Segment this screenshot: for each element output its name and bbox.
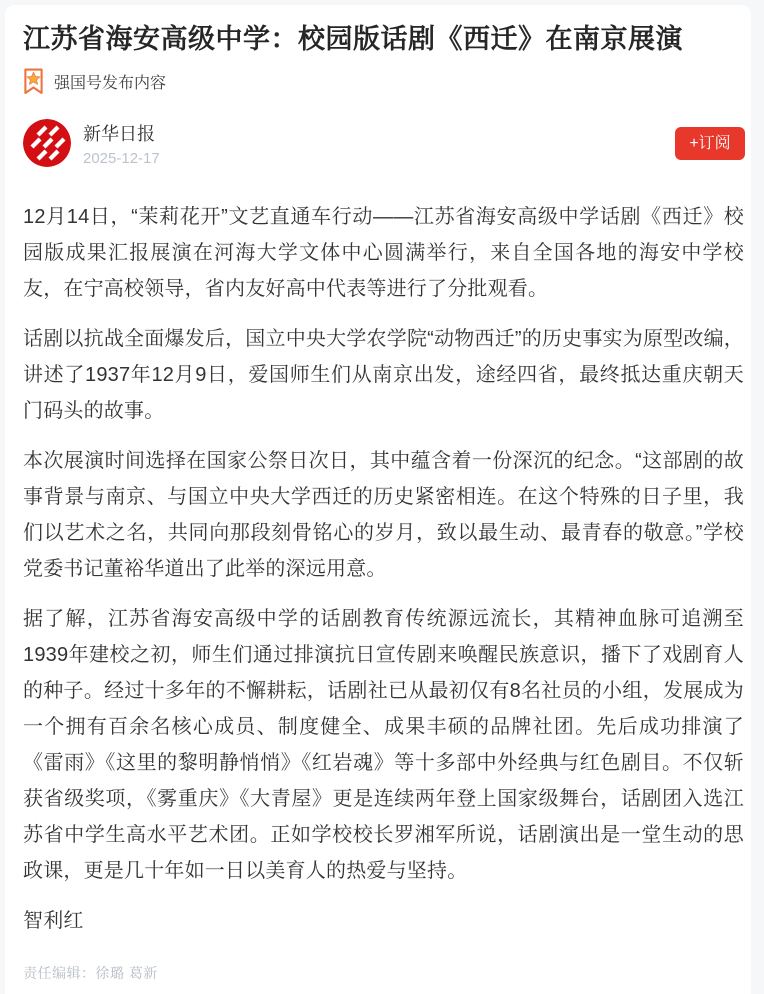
editor-label: 责任编辑： — [23, 965, 96, 981]
article-paragraph-4: 据了解，江苏省海安高级中学的话剧教育传统源远流长，其精神血脉可追溯至1939年建校之初，师生们通过排演抗日宣传剧来唤醒民族意识，播下了戏剧育人的种子。经过十多年的不懈耕耘，话剧社已从最初仅有8名社员的小组，发展成为一个拥有百余名核心成员、制度健全、成果丰硕的品牌社团。先后成功排演了《雷雨》《这里的黎明静悄悄》《红岩魂》等十多部中外经典与红色剧目。不仅斩获省级奖项，《雾重庆》《大青屋》更是连续两年登上国家级舞台，话剧团入选江苏省中学生高水平艺术团。正如学校校长罗湘军所说，话剧演出是一堂生动的思政课，更是几十年如一日以美育人的热爱与坚持。 — [23, 608, 744, 882]
source-badge — [23, 67, 745, 95]
article-author: 智利红 — [23, 910, 84, 932]
publisher-avatar[interactable] — [23, 119, 71, 167]
publisher-meta — [83, 120, 160, 167]
article-paragraph-2: 话剧以抗战全面爆发后，国立中央大学农学院“动物西迁”的历史事实为原型改编，讲述了1937年12月9日，爱国师生们从南京出发，途经四省，最终抵达重庆朝天门码头的故事。 — [23, 328, 744, 422]
article-title: 江苏省海安高级中学：校园版话剧《西迁》在南京展演 — [23, 24, 683, 54]
article-paragraph-3: 本次展演时间选择在国家公祭日次日，其中蕴含着一份深沉的纪念。“这部剧的故事背景与南京、与国立中央大学西迁的历史紧密相连。在这个特殊的日子里，我们以艺术之名，共同向那段刻骨铭心的岁月，致以最生动、最青春的敬意。”学校党委书记董裕华道出了此举的深远用意。 — [23, 450, 744, 580]
publisher-row — [23, 119, 745, 167]
article-card — [5, 5, 751, 994]
publisher-name[interactable]: 新华日报 — [83, 123, 155, 144]
editor-credit — [23, 963, 744, 983]
source-badge-label: 强国号发布内容 — [54, 74, 167, 92]
ribbon-star-icon — [23, 68, 44, 95]
editor-names: 徐璐 葛新 — [95, 965, 158, 981]
xinhua-daily-logo — [23, 119, 71, 167]
subscribe-button[interactable]: +订阅 — [675, 127, 745, 160]
article-body — [23, 199, 745, 983]
article-paragraph-1: 12月14日，“茉莉花开”文艺直通车行动——江苏省海安高级中学话剧《西迁》校园版成果汇报展演在河海大学文体中心圆满举行，来自全国各地的海安中学校友，在宁高校领导，省内友好高中代表等进行了分批观看。 — [23, 206, 744, 300]
publish-date: 2025-12-17 — [83, 149, 160, 167]
